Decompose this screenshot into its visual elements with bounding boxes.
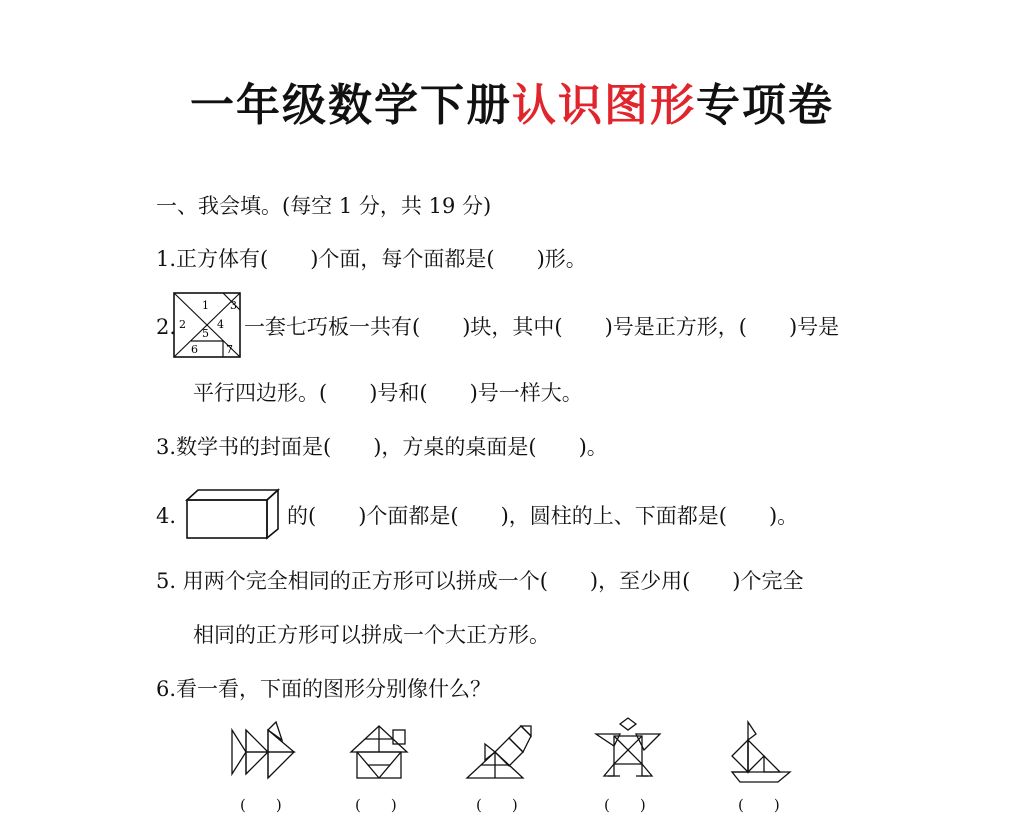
boat-figure — [724, 720, 796, 784]
question-2-line2: 平行四边形。( )号和( )号一样大。 — [193, 381, 583, 405]
fish-figure — [230, 720, 296, 784]
question-1: 1.正方体有( )个面，每个面都是( )形。 — [156, 247, 587, 271]
title-part1: 一年级数学下册 — [190, 80, 512, 131]
question-6: 6.看一看，下面的图形分别像什么？ — [156, 677, 492, 701]
cuboid-image — [184, 488, 282, 540]
section-heading: 一、我会填。(每空 1 分，共 19 分) — [156, 194, 492, 218]
title-highlight: 认识图形 — [512, 80, 696, 131]
answer-blank-fish[interactable]: ( ) — [240, 796, 282, 814]
bird-figure — [465, 722, 535, 782]
tangram-label-6: 6 — [191, 343, 198, 356]
title-part2: 专项卷 — [696, 80, 834, 131]
answer-blank-bird[interactable]: ( ) — [476, 796, 518, 814]
answer-blank-boat[interactable]: ( ) — [738, 796, 780, 814]
tangram-label-4: 4 — [217, 318, 224, 331]
question-2-line1: 一套七巧板一共有( )块，其中( )号是正方形，( )号是 — [244, 315, 840, 339]
tangram-label-3: 3 — [230, 299, 237, 312]
page-title — [0, 78, 1024, 134]
tangram-label-1: 1 — [202, 299, 209, 312]
question-5-line1: 5. 用两个完全相同的正方形可以拼成一个( )，至少用( )个完全 — [156, 569, 804, 593]
answer-blank-person[interactable]: ( ) — [604, 796, 646, 814]
house-figure — [349, 722, 413, 782]
tangram-label-5: 5 — [202, 327, 209, 340]
tangram-label-7: 7 — [226, 343, 233, 356]
question-3: 3.数学书的封面是( )，方桌的桌面是( )。 — [156, 435, 608, 459]
question-4-number: 4. — [156, 504, 177, 528]
person-figure — [592, 716, 664, 788]
question-5-line2: 相同的正方形可以拼成一个大正方形。 — [193, 623, 550, 647]
tangram-square-image — [173, 292, 241, 358]
tangram-label-2: 2 — [179, 318, 186, 331]
question-2-number: 2. — [156, 315, 177, 339]
question-4-text: 的( )个面都是( )，圆柱的上、下面都是( )。 — [287, 504, 799, 528]
answer-blank-house[interactable]: ( ) — [355, 796, 397, 814]
